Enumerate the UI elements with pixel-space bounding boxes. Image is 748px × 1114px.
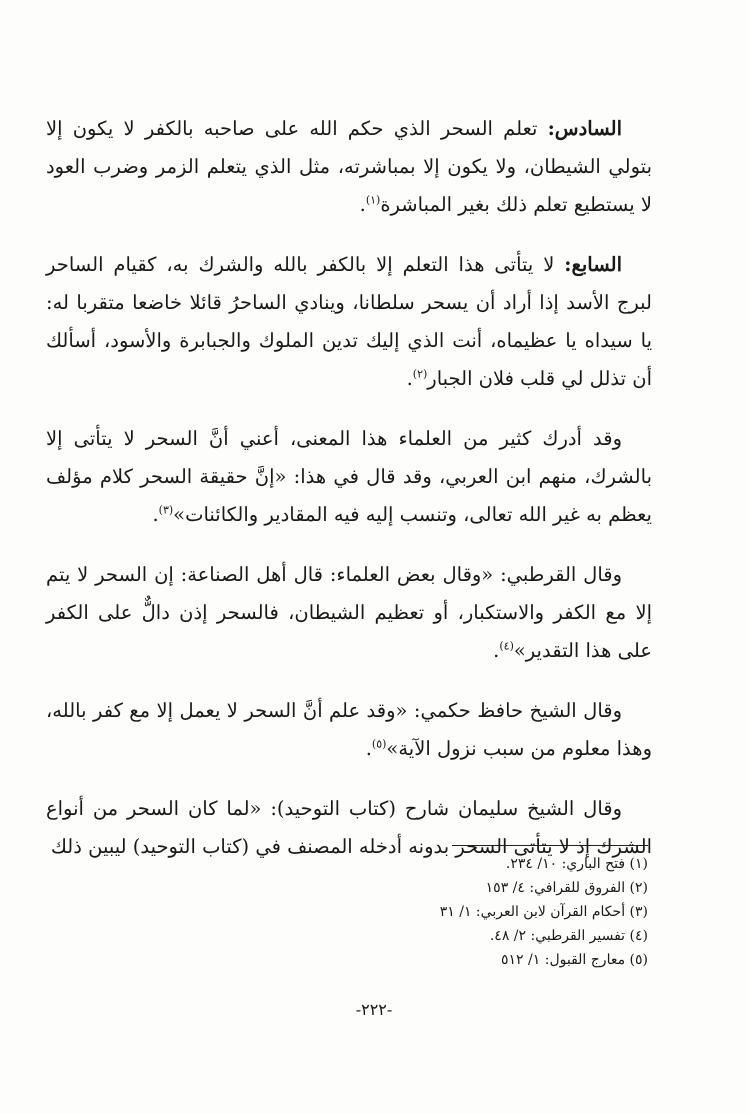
paragraph-sixth [46,110,652,224]
footnote-item: (٤) تفسير القرطبي: ٢/ ٤٨. [489,928,648,944]
footnote-item: (٥) معارج القبول: ١/ ٥١٢ [501,952,648,968]
main-text [46,110,652,888]
paragraph-end: . [365,737,372,760]
footnote-ref: (٥) [371,737,387,751]
paragraph-text: لا يتأتى هذا التعلم إلا بالكفر بالله والشرك به، كقيام الساحر لبرج الأسد إذا أراد أن يسحر سلطانا، وينادي الساحرُ قائلا خاضعا متقربا له: يا سيداه يا عظيماه، أنت الذي إليك تدين الملوك والجبابرة والأسود، أسألك أن تذلل لي قلب فلان الجبار [46,253,652,390]
paragraph-qurtubi [46,556,652,670]
paragraph-seventh [46,246,652,398]
paragraph-lead: السابع: [564,253,622,276]
paragraph-end: . [493,639,500,662]
footnote-item: (٢) الفروق للقرافي: ٤/ ١٥٣ [485,880,648,896]
paragraph-text: وقال الشيخ سليمان شارح (كتاب التوحيد): «لما كان السحر من أنواع الشرك إذ لا يتأتى السحر بدونه أدخله المصنف في (كتاب التوحيد) ليبين ذلك [46,797,652,858]
footnote-ref: (٢) [412,367,428,381]
paragraph-ibn-arabi [46,420,652,534]
footnotes [300,852,648,972]
page-number: -٢٢٢- [355,1000,393,1019]
paragraph-text: تعلم السحر الذي حكم الله على صاحبه بالكفر لا يكون إلا بتولي الشيطان، ولا يكون إلا بمباشرته، مثل الذي يتعلم الزمر وضرب العود لا يستطيع تعلم ذلك بغير المباشرة [46,117,652,216]
footnote-item: (٣) أحكام القرآن لابن العربي: ١/ ٣١ [439,904,648,920]
paragraph-text: وقال الشيخ حافظ حكمي: «وقد علم أنَّ السحر لا يعمل إلا مع كفر بالله، وهذا معلوم من سبب نزول الآية» [46,699,652,760]
paragraph-hafiz-hakami [46,692,652,768]
footnote-ref: (٤) [499,639,514,653]
paragraph-end: . [406,367,413,390]
paragraph-text: وقد أدرك كثير من العلماء هذا المعنى، أعني أنَّ السحر لا يتأتى إلا بالشرك، منهم ابن العربي، وقد قال في هذا: «إنَّ حقيقة السحر كلام مؤلف يعظم به غير الله تعالى، وتنسب إليه فيه المقادير والكائنات» [46,427,652,526]
footnote-divider [452,845,648,846]
paragraph-text: وقال القرطبي: «وقال بعض العلماء: قال أهل الصناعة: إن السحر لا يتم إلا مع الكفر والاستكبار، أو تعظيم الشيطان، فالسحر إذن دالٌّ على الكفر على هذا التقدير» [46,563,652,662]
paragraph-end: . [359,193,366,216]
paragraph-lead: السادس: [547,117,622,140]
paragraph-end: . [152,503,159,526]
footnote-ref: (٣) [158,503,174,517]
footnote-item: (١) فتح الباري: ١٠/ ٢٣٤. [505,856,648,872]
footnote-ref: (١) [365,193,381,207]
